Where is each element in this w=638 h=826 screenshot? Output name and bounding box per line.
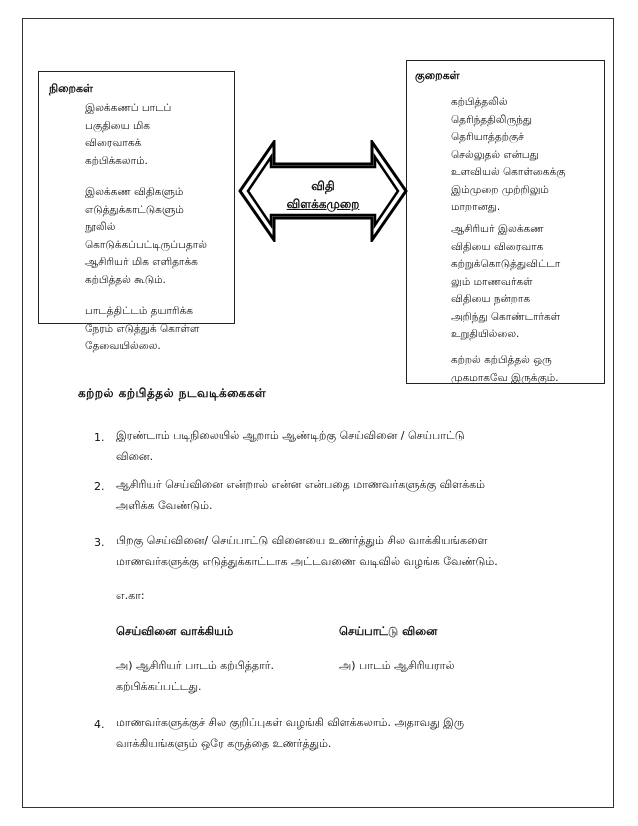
item-number: 2. [94, 480, 105, 493]
disadvantages-title: குறைகள் [415, 69, 460, 82]
example-label: எ.கா: [116, 589, 145, 602]
passive-voice-example: அ) பாடம் ஆசிரியரால் [339, 659, 455, 672]
disadvantages-box [406, 60, 605, 384]
item-text: இரண்டாம் படிநிலையில் ஆறாம் ஆண்டிற்கு செய்வினை / செய்பாட்டு வினை. [116, 429, 465, 463]
active-voice-example: அ) ஆசிரியர் பாடம் கற்பித்தார். கற்பிக்கப்பட்டது. [116, 659, 275, 693]
section-heading: கற்றல் கற்பித்தல் நடவடிக்கைகள் [78, 386, 267, 400]
item-text: ஆசிரியர் செய்வினை என்றால் என்ன என்பதை மாணவர்களுக்கு விளக்கம் அளிக்க வேண்டும். [116, 478, 486, 512]
advantages-title: நிறைகள் [49, 82, 93, 95]
passive-voice-header: செய்பாட்டு வினை [339, 624, 438, 638]
disadvantage-paragraph-2: ஆசிரியர் இலக்கண விதியை விரைவாக கற்றுக்கொடுத்துவிட்டா லும் மாணவர்கள் விதியை நன்றாக அறிந்து கொண்டார்கள் உறுதியில்லை. [451, 223, 561, 340]
advantage-paragraph-2: இலக்கண விதிகளும் எடுத்துக்காட்டுகளும் நூலில் கொடுக்கப்பட்டிருப்பதால் ஆசிரியர் மிக எளிதாக்க கற்பித்தல் கூடும். [85, 186, 207, 286]
active-voice-header: செய்வினை வாக்கியம் [116, 624, 234, 638]
item-number: 4. [94, 718, 105, 731]
method-title-line1: விதி [311, 179, 335, 193]
item-number: 3. [94, 536, 105, 549]
item-text: மாணவர்களுக்குச் சில குறிப்புகள் வழங்கி விளக்கலாம். அதாவது இரு வாக்கியங்களும் ஒரே கருத்தை உணர்த்தும். [116, 716, 465, 750]
advantages-box [38, 71, 235, 352]
advantage-paragraph-1: இலக்கணப் பாடப் பகுதியை மிக விரைவாகக் கற்பிக்கலாம். [85, 102, 172, 167]
item-number: 1. [94, 431, 105, 444]
disadvantage-paragraph-1: கற்பித்தலில் தெரிந்ததிலிருந்து தெரியாத்தற்குச் செல்லுதல் என்பது உளவியல் கொள்கைக்கு இம்முறை முற்றிலும் மாறானது. [451, 96, 566, 213]
method-title-line2: விளக்கமுறை [286, 197, 360, 211]
advantage-paragraph-3: பாடத்திட்டம் தயாரிக்க நேரம் எடுத்துக் கொள்ள தேவையில்லை. [85, 305, 200, 352]
item-text: பிறகு செய்வினை/ செய்பாட்டு வினையை உணர்த்தும் சில வாக்கியங்களை மாணவர்களுக்கு எடுத்துக்காட்டாக அட்டவணை வடிவில் வழங்க வேண்டும். [116, 534, 498, 568]
disadvantage-paragraph-3: கற்றல் கற்பித்தல் ஒரு முகமாகவே இருக்கும். [451, 354, 559, 384]
